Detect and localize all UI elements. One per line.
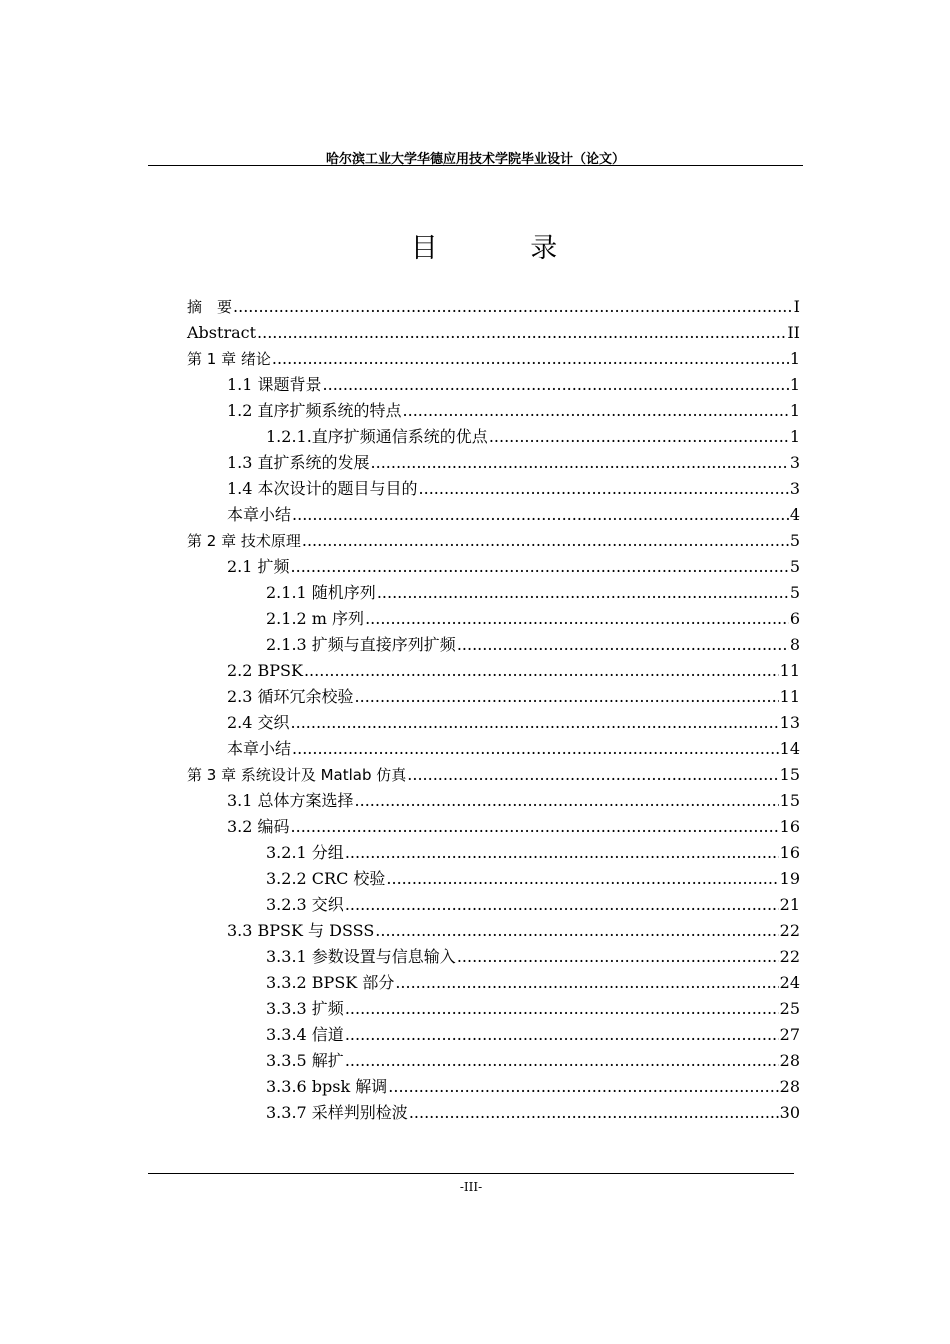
- dot-leader: [355, 684, 779, 710]
- toc-entry-title: 3.3 BPSK 与 DSSS: [227, 921, 375, 940]
- toc-entry-title: 摘 要: [187, 298, 233, 316]
- toc-entry[interactable]: [187, 788, 800, 814]
- toc-entry-title: 2.2 BPSK: [227, 661, 303, 680]
- toc-entry-page: 15: [779, 791, 800, 810]
- dot-leader: [304, 658, 779, 684]
- toc-entry[interactable]: [187, 892, 800, 918]
- toc-title: 目 录: [410, 233, 600, 264]
- toc-entry-title: 本章小结: [227, 505, 292, 524]
- toc-entry[interactable]: [187, 944, 800, 970]
- toc-entry-title: 2.1 扩频: [227, 557, 290, 576]
- toc-entry-title: 3.2.1 分组: [266, 843, 344, 862]
- toc-entry-title: 3.3.5 解扩: [266, 1051, 344, 1070]
- toc-entry-title: 1.3 直扩系统的发展: [227, 453, 370, 472]
- toc-entry-title: 3.1 总体方案选择: [227, 791, 354, 810]
- dot-leader: [403, 398, 789, 424]
- dot-leader: [291, 554, 789, 580]
- toc-entry[interactable]: [187, 814, 800, 840]
- toc-entry-page: 25: [779, 999, 800, 1018]
- toc-entry[interactable]: [187, 606, 800, 632]
- toc-entry[interactable]: [187, 866, 800, 892]
- dot-leader: [377, 580, 789, 606]
- toc-entry-page: 5: [789, 583, 800, 602]
- dot-leader: [386, 866, 778, 892]
- toc-entry-page: 30: [779, 1103, 800, 1122]
- dot-leader: [409, 1100, 779, 1126]
- toc-entry[interactable]: [187, 632, 800, 658]
- toc-entry[interactable]: [187, 840, 800, 866]
- toc-entry-page: 8: [789, 635, 800, 654]
- toc-entry-title: 本章小结: [227, 739, 292, 758]
- toc-entry[interactable]: [187, 320, 800, 346]
- toc-entry[interactable]: [187, 1100, 800, 1126]
- toc-entry-page: 19: [779, 869, 800, 888]
- toc-entry-page: 16: [779, 843, 800, 862]
- toc-entry-title: 2.4 交织: [227, 713, 290, 732]
- toc-entry-title: 3.3.2 BPSK 部分: [266, 973, 395, 992]
- dot-leader: [292, 502, 789, 528]
- toc-entry-page: 21: [779, 895, 800, 914]
- toc-entry-title: 1.4 本次设计的题目与目的: [227, 479, 418, 498]
- toc-entry[interactable]: [187, 424, 800, 450]
- dot-leader: [345, 1048, 779, 1074]
- dot-leader: [291, 710, 779, 736]
- toc-entry-page: 11: [779, 661, 800, 680]
- dot-leader: [407, 762, 778, 788]
- toc-entry-title: 2.1.2 m 序列: [266, 609, 365, 628]
- toc-entry[interactable]: [187, 580, 800, 606]
- toc-entry-title: 3.2 编码: [227, 817, 290, 836]
- dot-leader: [489, 424, 789, 450]
- toc-entry-page: 1: [789, 427, 800, 446]
- toc-entry-page: 3: [789, 453, 800, 472]
- toc-entry-page: 24: [779, 973, 800, 992]
- toc-entry-page: 1: [789, 375, 800, 394]
- toc-entry-page: 28: [779, 1051, 800, 1070]
- dot-leader: [345, 892, 779, 918]
- page-header-title: 哈尔滨工业大学华德应用技术学院毕业设计（论文）: [325, 152, 625, 167]
- dot-leader: [302, 528, 789, 554]
- dot-leader: [388, 1074, 778, 1100]
- toc-entry-title: 3.3.3 扩频: [266, 999, 344, 1018]
- dot-leader: [371, 450, 789, 476]
- toc-entry[interactable]: [187, 554, 800, 580]
- toc-entry-title: 第 2 章 技术原理: [187, 532, 301, 550]
- dot-leader: [375, 918, 778, 944]
- toc-entry-page: 22: [779, 921, 800, 940]
- toc-entry-page: 1: [789, 349, 800, 368]
- toc-entry[interactable]: [187, 918, 800, 944]
- toc-entry-title: 3.3.1 参数设置与信息输入: [266, 947, 456, 966]
- toc-entry-title: 1.2.1.直序扩频通信系统的优点: [266, 427, 488, 446]
- toc-entry-title: 1.2 直序扩频系统的特点: [227, 401, 402, 420]
- toc-entry-title: 3.2.3 交织: [266, 895, 344, 914]
- toc-entry-page: 22: [779, 947, 800, 966]
- header-rule: [148, 165, 803, 166]
- toc-entry[interactable]: [187, 346, 800, 372]
- toc-entry-page: 16: [779, 817, 800, 836]
- toc-entry-page: 14: [779, 739, 800, 758]
- toc-entry-page: 28: [779, 1077, 800, 1096]
- toc-entry-page: 27: [779, 1025, 800, 1044]
- toc-entry[interactable]: [187, 1022, 800, 1048]
- dot-leader: [291, 814, 779, 840]
- table-of-contents: [187, 294, 800, 1126]
- dot-leader: [345, 996, 779, 1022]
- toc-entry[interactable]: [187, 1074, 800, 1100]
- toc-entry-title: 第 1 章 绪论: [187, 350, 271, 368]
- toc-entry-title: Abstract: [187, 323, 257, 342]
- toc-entry-title: 3.2.2 CRC 校验: [266, 869, 386, 888]
- toc-entry-page: 15: [779, 765, 800, 784]
- toc-entry-title: 2.1.1 随机序列: [266, 583, 376, 602]
- dot-leader: [345, 1022, 779, 1048]
- toc-entry-page: I: [793, 297, 800, 316]
- footer-rule: [148, 1173, 794, 1174]
- toc-entry-page: 4: [789, 505, 800, 524]
- toc-entry[interactable]: [187, 372, 800, 398]
- toc-entry-page: II: [787, 323, 800, 342]
- toc-entry[interactable]: [187, 398, 800, 424]
- toc-entry[interactable]: [187, 684, 800, 710]
- toc-entry-page: 3: [789, 479, 800, 498]
- toc-entry[interactable]: [187, 658, 800, 684]
- toc-entry[interactable]: [187, 1048, 800, 1074]
- dot-leader: [345, 840, 779, 866]
- dot-leader: [365, 606, 789, 632]
- dot-leader: [457, 632, 789, 658]
- toc-entry-title: 第 3 章 系统设计及 Matlab 仿真: [187, 766, 407, 784]
- toc-entry-page: 11: [779, 687, 800, 706]
- dot-leader: [257, 320, 786, 346]
- toc-entry-page: 5: [789, 557, 800, 576]
- toc-entry[interactable]: [187, 450, 800, 476]
- toc-entry-title: 3.3.7 采样判别检波: [266, 1103, 408, 1122]
- dot-leader: [233, 294, 793, 320]
- toc-entry[interactable]: [187, 528, 800, 554]
- toc-entry-page: 1: [789, 401, 800, 420]
- page-number: -III-: [459, 1180, 483, 1194]
- toc-entry[interactable]: [187, 710, 800, 736]
- dot-leader: [355, 788, 779, 814]
- toc-entry[interactable]: [187, 996, 800, 1022]
- toc-entry-page: 5: [789, 531, 800, 550]
- toc-entry[interactable]: [187, 476, 800, 502]
- toc-entry-page: 13: [779, 713, 800, 732]
- dot-leader: [292, 736, 779, 762]
- toc-entry[interactable]: [187, 736, 800, 762]
- toc-entry[interactable]: [187, 762, 800, 788]
- toc-entry[interactable]: [187, 294, 800, 320]
- toc-entry-title: 2.1.3 扩频与直接序列扩频: [266, 635, 456, 654]
- dot-leader: [395, 970, 778, 996]
- dot-leader: [419, 476, 789, 502]
- dot-leader: [457, 944, 779, 970]
- toc-entry-title: 3.3.4 信道: [266, 1025, 344, 1044]
- toc-entry-title: 2.3 循环冗余校验: [227, 687, 354, 706]
- toc-entry-page: 6: [789, 609, 800, 628]
- dot-leader: [272, 346, 789, 372]
- toc-entry-title: 1.1 课题背景: [227, 375, 322, 394]
- toc-entry[interactable]: [187, 502, 800, 528]
- toc-entry[interactable]: [187, 970, 800, 996]
- dot-leader: [323, 372, 789, 398]
- toc-entry-title: 3.3.6 bpsk 解调: [266, 1077, 388, 1096]
